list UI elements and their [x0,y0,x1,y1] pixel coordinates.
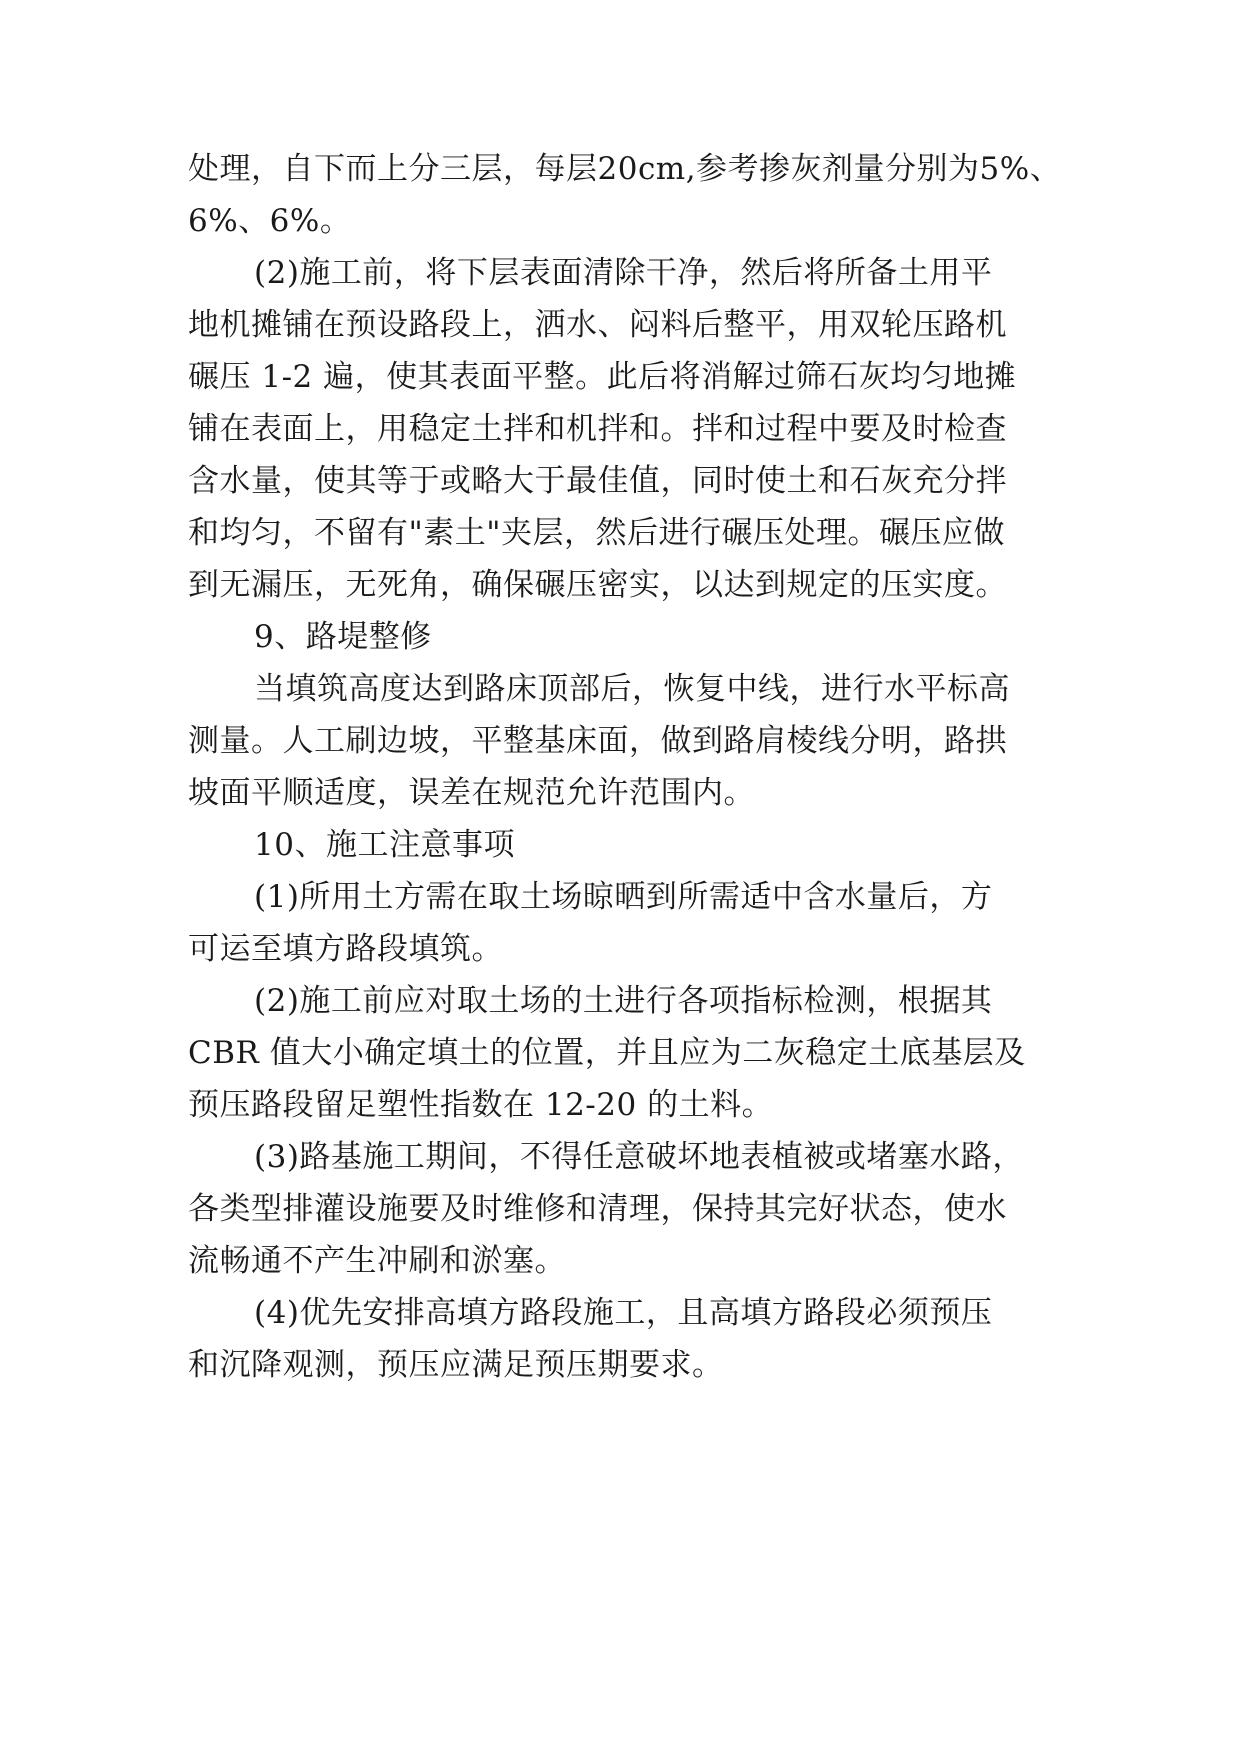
text-line: 碾压 1-2 遍，使其表面平整。此后将消解过筛石灰均匀地摊 [188,359,1017,395]
item-3-start: (3)路基施工期间，不得任意破坏地表植被或堵塞水路， [254,1139,1024,1175]
text-line: 各类型排灌设施要及时维修和清理，保持其完好状态，使水 [188,1191,1007,1227]
text-line: 到无漏压，无死角，确保碾压密实，以达到规定的压实度。 [188,567,1007,603]
text-line: 6%、6%。 [188,203,352,239]
text-line: 和沉降观测，预压应满足预压期要求。 [188,1347,724,1383]
text-line: CBR 值大小确定填土的位置，并且应为二灰稳定土底基层及 [188,1035,1026,1071]
text-line: 地机摊铺在预设路段上，洒水、闷料后整平，用双轮压路机 [188,307,1007,343]
item-2-start: (2)施工前应对取土场的土进行各项指标检测，根据其 [254,983,993,1019]
text-line: 和均匀，不留有"素土"夹层，然后进行碾压处理。碾压应做 [188,515,1006,551]
item-1-start: (1)所用土方需在取土场晾晒到所需适中含水量后，方 [254,879,993,915]
text-line: 坡面平顺适度，误差在规范允许范围内。 [188,775,755,811]
section-heading-10: 10、施工注意事项 [254,827,515,863]
section-heading-9: 9、路堤整修 [254,619,432,655]
text-line: 铺在表面上，用稳定土拌和机拌和。拌和过程中要及时检查 [188,411,1007,447]
text-line: 流畅通不产生冲刷和淤塞。 [188,1243,566,1279]
item-4-start: (4)优先安排高填方路段施工，且高填方路段必须预压 [254,1295,993,1331]
text-line: 预压路段留足塑性指数在 12-20 的土料。 [188,1087,774,1123]
text-line: 含水量，使其等于或略大于最佳值，同时使土和石灰充分拌 [188,463,1007,499]
paragraph-start: 当填筑高度达到路床顶部后，恢复中线，进行水平标高 [254,671,1010,707]
text-line: 测量。人工刷边坡，平整基床面，做到路肩棱线分明，路拱 [188,723,1007,759]
paragraph-2-start: (2)施工前，将下层表面清除干净，然后将所备土用平 [254,255,993,291]
text-line: 可运至填方路段填筑。 [188,931,503,967]
text-line: 处理，自下而上分三层，每层20cm,参考掺灰剂量分别为5%、 [188,151,1062,187]
